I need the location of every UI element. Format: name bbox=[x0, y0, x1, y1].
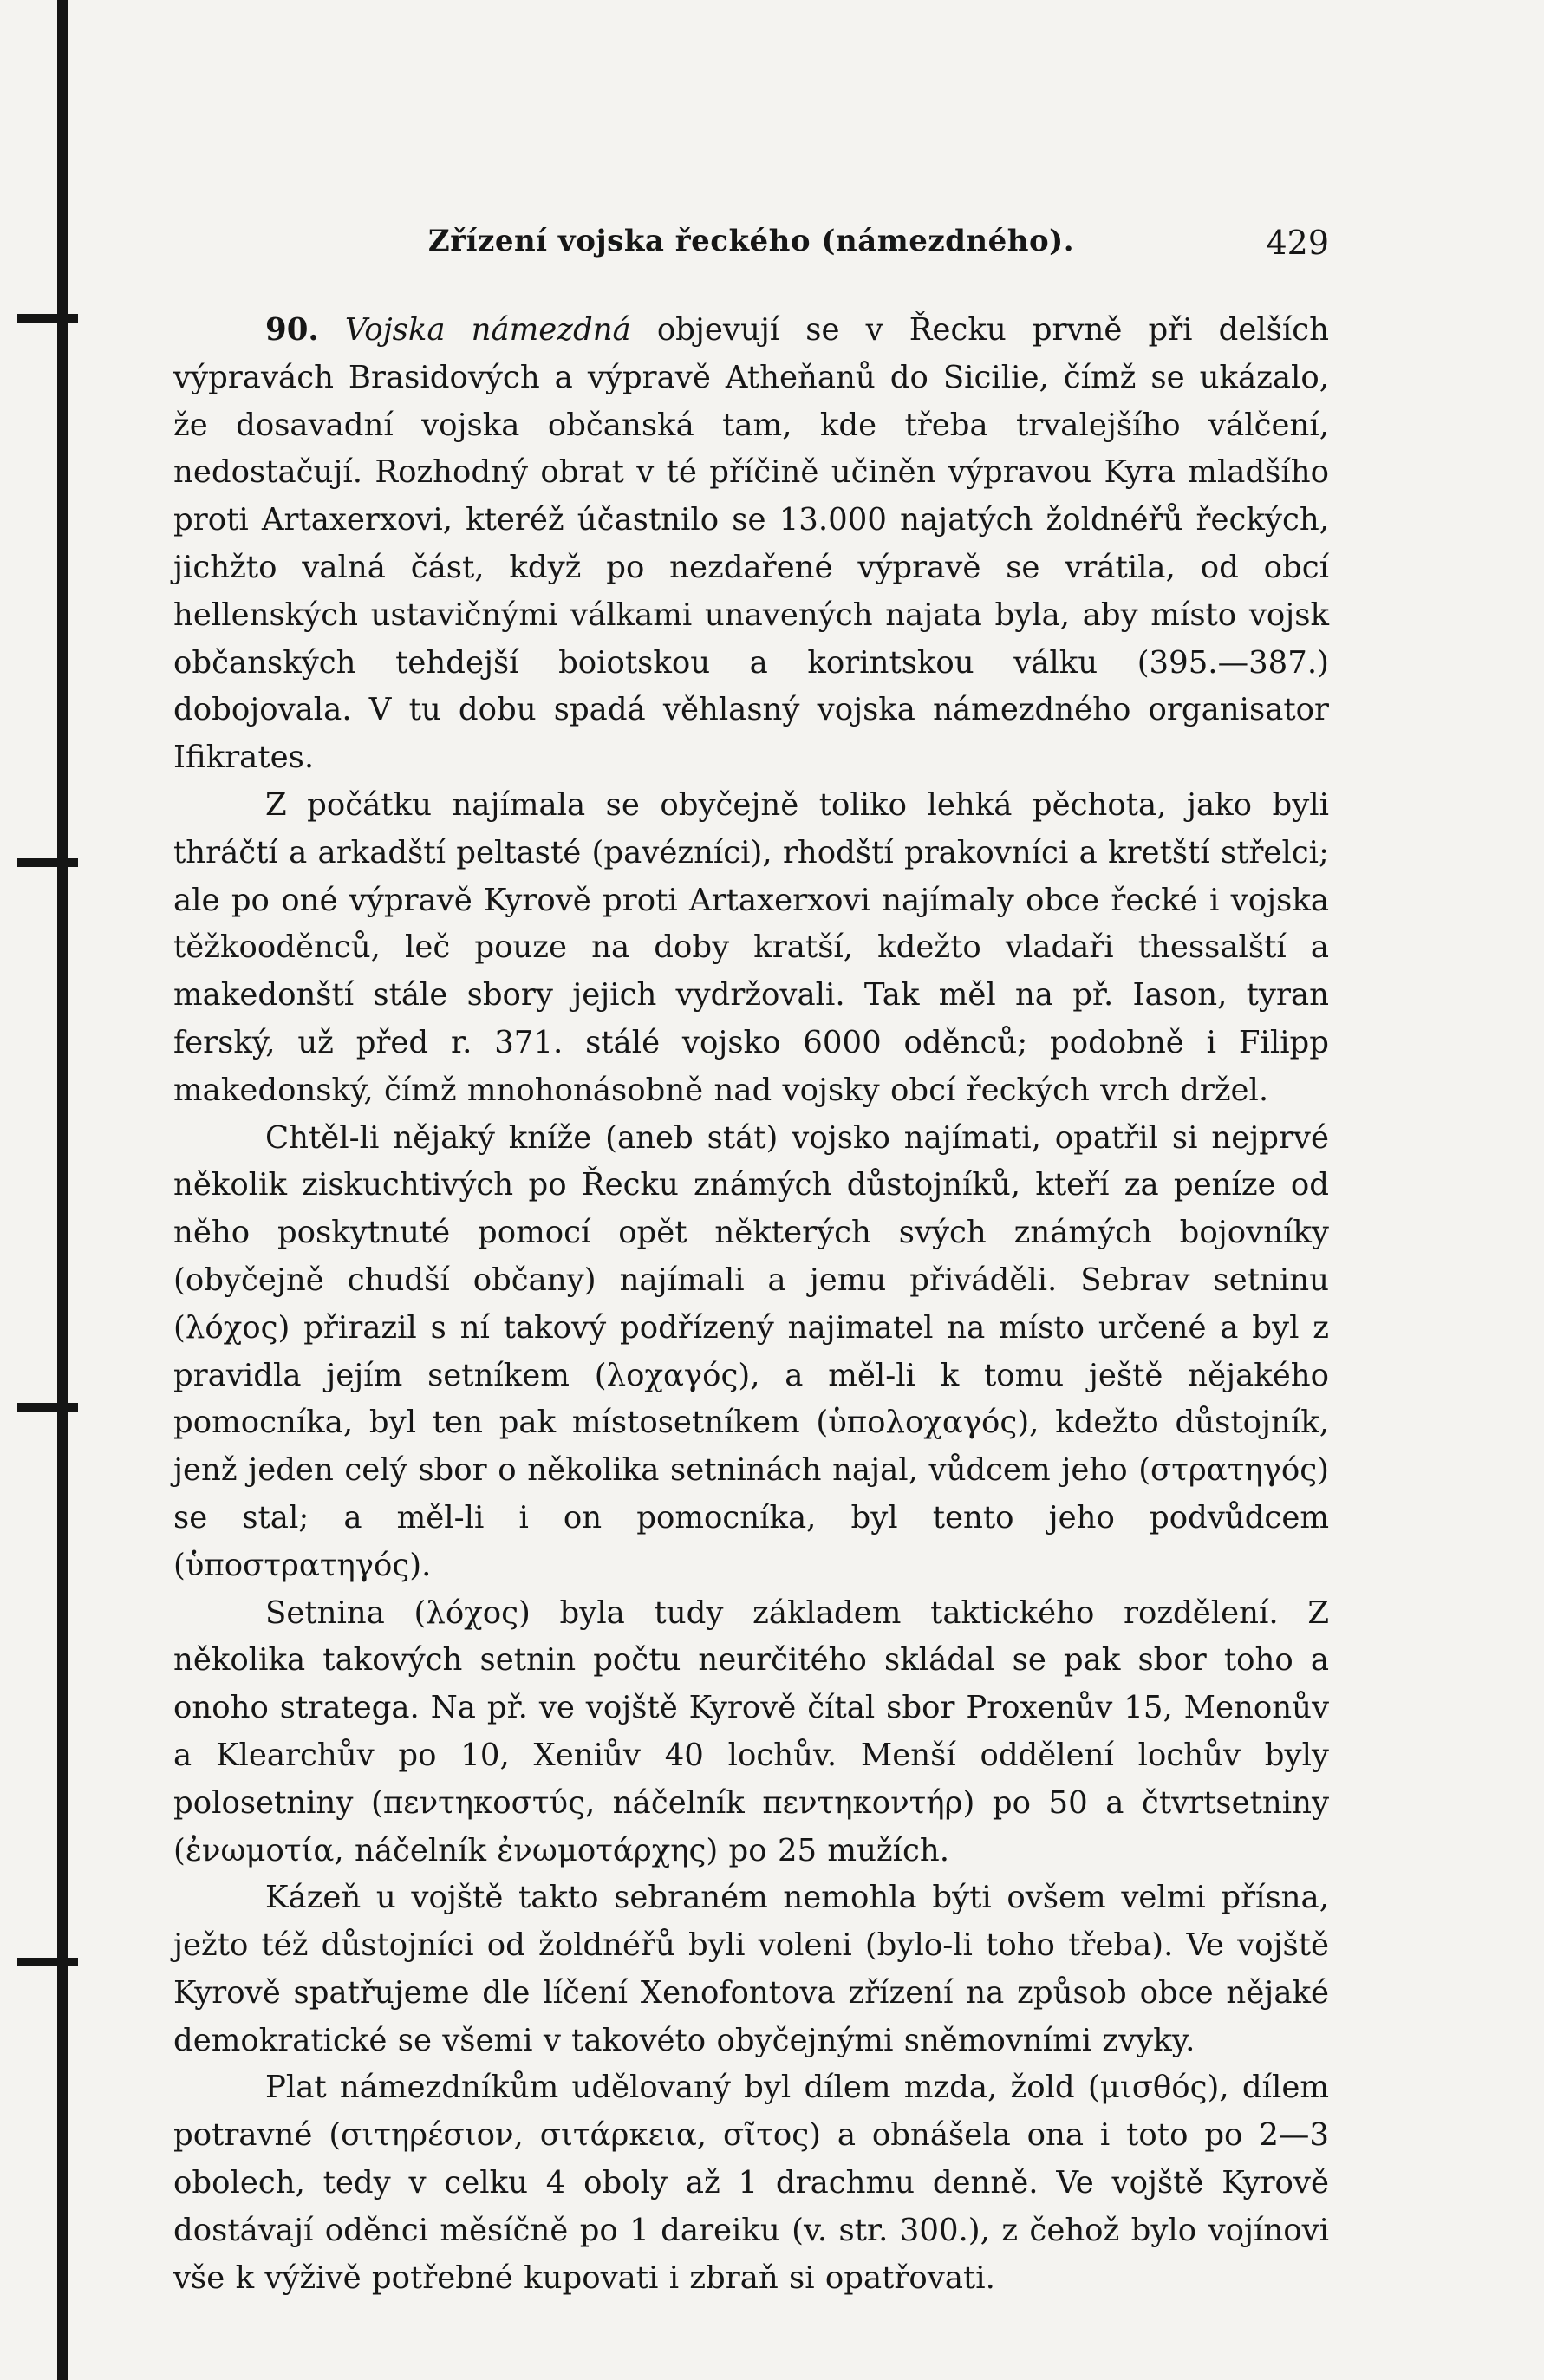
body-text bbox=[173, 307, 1329, 2302]
page bbox=[173, 217, 1329, 2302]
section-title: Vojska námezdná bbox=[344, 312, 631, 348]
binding-tick bbox=[17, 1403, 78, 1412]
section-number: 90. bbox=[265, 312, 319, 348]
paragraph-text: objevují se v Řecku prvně při delších výpravách Brasidových a výpravě Atheňanů do Sicilie, čímž se ukázalo, že dosavadní vojska občanská tam, kde třeba trvalejšího válčení, nedostačují. Rozhodný obrat v té příčině učiněn výpravou Kyra mladšího proti Artaxerxovi, kteréž účastnilo se 13.000 najatých žoldnéřů řeckých, jichžto valná část, když po nezdařené výpravě se vrátila, od obcí hellenských ustavičnými válkami unavených najata byla, aby místo vojsk občanských tehdejší boiotskou a korintskou válku (395.—387.) dobojovala. V tu dobu spadá věhlasný vojska námezdného organisator Ifikrates. bbox=[173, 312, 1329, 776]
binding-tick bbox=[17, 1958, 78, 1966]
binding-tick bbox=[17, 314, 78, 323]
page-number: 429 bbox=[1266, 224, 1329, 262]
paragraph: Setnina (λόχος) byla tudy základem taktického rozdělení. Z několika takových setnin počtu neurčitého skládal se pak sbor toho a onoho stratega. Na př. ve vojště Kyrově čítal sbor Proxenův 15, Menonův a Klearchův po 10, Xeniův 40 lochův. Menší oddělení lochův byly polosetniny (πεντηκοστύς, náčelník πεντηκοντήρ) po 50 a čtvrtsetniny (ἐνωμοτία, náčelník ἐνωμοτάρχης) po 25 mužích. bbox=[173, 1594, 1329, 1868]
paragraph: Kázeň u vojště takto sebraném nemohla býti ovšem velmi přísna, ježto též důstojníci od žoldnéřů byli voleni (bylo-li toho třeba). Ve vojště Kyrově spatřujeme dle líčení Xenofontova zřízení na způsob obce nějaké demokratické se všemi v takovéto obyčejnými sněmovními zvyky. bbox=[173, 1880, 1329, 2058]
paragraph: Z počátku najímala se obyčejně toliko lehká pěchota, jako byli thráčtí a arkadští peltasté (pavézníci), rhodští prakovníci a kretští střelci; ale po oné výpravě Kyrově proti Artaxerxovi najímaly obce řecké i vojska těžkooděnců, leč pouze na doby kratší, kdežto vladaři thessalští a makedonští stále sbory jejich vydržovali. Tak měl na př. Iason, tyran ferský, už před r. 371. stálé vojsko 6000 oděnců; podobně i Filipp makedonský, čímž mnohonásobně nad vojsky obcí řeckých vrch držel. bbox=[173, 786, 1329, 1108]
running-title: Zřízení vojska řeckého (námezdného). bbox=[427, 224, 1075, 258]
running-header bbox=[173, 217, 1329, 269]
paragraph: Plat námezdníkům udělovaný byl dílem mzda, žold (μισθός), dílem potravné (σιτηρέσιον, σιτάρκεια, σῖτος) a obnášela ona i toto po 2—3 obolech, tedy v celku 4 oboly až 1 drachmu denně. Ve vojště Kyrově dostávají oděnci měsíčně po 1 dareiku (v. str. 300.), z čehož bylo vojínovi vše k výživě potřebné kupovati i zbraň si opatřovati. bbox=[173, 2070, 1329, 2296]
paragraph bbox=[173, 307, 1329, 782]
binding-rule bbox=[57, 0, 68, 2380]
binding-tick bbox=[17, 858, 78, 867]
paragraph: Chtěl-li nějaký kníže (aneb stát) vojsko najímati, opatřil si nejprvé několik ziskuchtivých po Řecku známých důstojníků, kteří za peníze od něho poskytnuté pomocí opět některých svých známých bojovníky (obyčejně chudší občany) najímali a jemu přiváděli. Sebrav setninu (λόχος) přirazil s ní takový podřízený najimatel na místo určené a byl z pravidla jejím setníkem (λοχαγός), a měl-li k tomu ještě nějakého pomocníka, byl ten pak místosetníkem (ὑπολοχαγός), kdežto důstojník, jenž jeden celý sbor o několika setninách najal, vůdcem jeho (στρατηγός) se stal; a měl-li i on pomocníka, byl tento jeho podvůdcem (ὑποστρατηγός). bbox=[173, 1119, 1329, 1583]
